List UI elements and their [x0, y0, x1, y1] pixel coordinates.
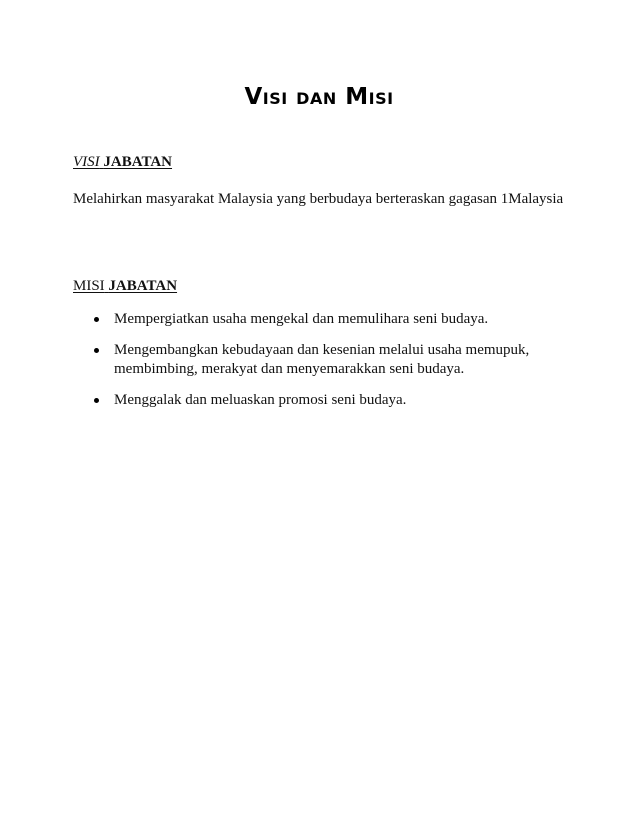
- list-item: [73, 391, 543, 410]
- misi-heading-label: MISI: [73, 278, 105, 294]
- visi-heading-department: JABATAN: [103, 154, 173, 170]
- misi-item-text: Mengembangkan kebudayaan dan kesenian melalui usaha memupuk, membimbing, merakyat dan menyemarakkan seni budaya.: [114, 342, 530, 377]
- visi-heading-label: VISI: [73, 154, 100, 170]
- bullet-icon: [94, 398, 99, 403]
- misi-item-text: Menggalak dan meluaskan promosi seni budaya.: [114, 392, 407, 408]
- page-title: Visi dan Misi: [244, 84, 394, 110]
- misi-list: [73, 310, 543, 422]
- visi-heading: [73, 154, 172, 171]
- list-item: [73, 341, 543, 379]
- bullet-icon: [94, 348, 99, 353]
- list-item: [73, 310, 543, 329]
- visi-text: Melahirkan masyarakat Malaysia yang berbudaya berteraskan gagasan 1Malaysia: [73, 191, 564, 207]
- misi-heading-department: JABATAN: [108, 278, 178, 294]
- misi-item-text: Mempergiatkan usaha mengekal dan memulihara seni budaya.: [114, 311, 489, 327]
- misi-heading: [73, 278, 177, 295]
- bullet-icon: [94, 317, 99, 322]
